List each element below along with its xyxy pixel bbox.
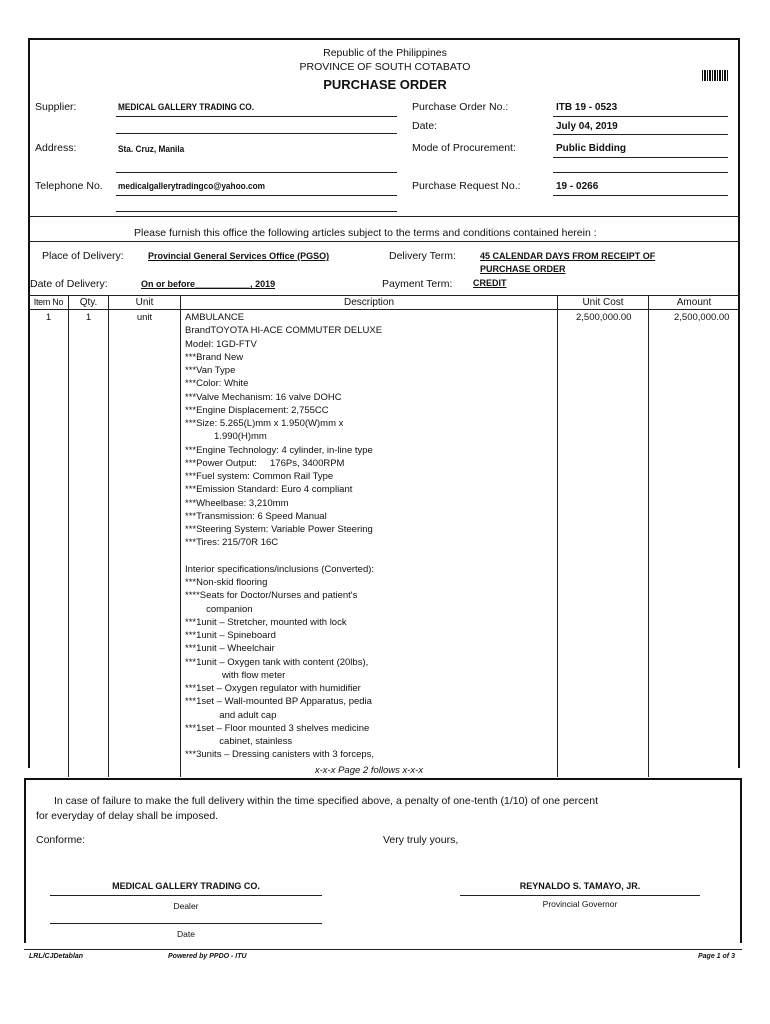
description-line: ***1set – Wall-mounted BP Apparatus, pedia [185, 696, 372, 708]
closing-text: Very truly yours, [383, 834, 459, 846]
po-number-value: ITB 19 - 0523 [556, 102, 618, 113]
place-of-delivery-value: Provincial General Services Office (PGSO) [148, 251, 330, 261]
description-line: ****Seats for Doctor/Nurses and patient's [185, 590, 358, 602]
dealer-label: Dealer [173, 901, 199, 911]
official-signature-line [460, 895, 700, 896]
mode-underline-2 [553, 172, 728, 173]
place-of-delivery-label: Place of Delivery: [42, 250, 124, 262]
description-line: cabinet, stainless [185, 736, 293, 747]
description-line: ***1unit – Oxygen tank with content (20lbs), [185, 656, 369, 668]
date-of-delivery-value: On or before___________, 2019 [141, 279, 276, 289]
description-line: AMBULANCE [185, 312, 245, 323]
po-number-label: Purchase Order No.: [412, 101, 509, 113]
description-line: ***Wheelbase: 3,210mm [185, 497, 289, 509]
column-divider [68, 295, 69, 777]
date-signature-line [50, 923, 322, 924]
republic-line: Republic of the Philippines [323, 47, 447, 59]
description-line: Interior specifications/inclusions (Converted): [185, 563, 375, 575]
supplier-label: Supplier: [35, 101, 77, 113]
table-top-border [28, 295, 740, 296]
description-line: ***Non-skid flooring [185, 577, 268, 588]
description-line: ***1set – Oxygen regulator with humidifier [185, 683, 361, 694]
description-line: ***Power Output: 176Ps, 3400RPM [185, 457, 345, 469]
pr-number-value: 19 - 0266 [556, 181, 599, 192]
supplier-underline-2 [116, 133, 397, 134]
delivery-term-value-2: PURCHASE ORDER [480, 264, 566, 274]
payment-term-label: Payment Term: [382, 278, 453, 290]
instruction-text: Please furnish this office the following articles subject to the terms and conditions contained herein : [134, 227, 597, 239]
date-label-signature: Date [177, 929, 195, 939]
telephone-value: medicalgallerytradingco@yahoo.com [118, 181, 266, 191]
date-value: July 04, 2019 [556, 121, 618, 132]
conforme-label: Conforme: [36, 834, 86, 846]
header-qty: Qty. [79, 297, 98, 308]
address-underline [116, 172, 397, 173]
column-divider [557, 295, 558, 777]
header-description: Description [343, 297, 395, 308]
footer-initials: LRL/CJDetablan [29, 953, 84, 960]
header-amount: Amount [676, 297, 712, 308]
page-title: PURCHASE ORDER [323, 77, 447, 92]
supplier-underline [116, 116, 397, 117]
description-line: ***Fuel system: Common Rail Type [185, 471, 334, 482]
description-line: companion [185, 603, 253, 615]
description-line: ***1set – Floor mounted 3 shelves medicine [185, 722, 370, 734]
telephone-label: Telephone No. [35, 180, 103, 192]
description-line: ***Engine Technology: 4 cylinder, in-line type [185, 444, 373, 456]
date-label: Date: [412, 120, 438, 132]
description-line: ***1unit – Wheelchair [185, 643, 275, 655]
delivery-term-value-1: 45 CALENDAR DAYS FROM RECEIPT OF [480, 251, 656, 261]
address-label: Address: [35, 142, 77, 154]
description-line: ***Emission Standard: Euro 4 compliant [185, 484, 353, 496]
mode-underline [553, 157, 728, 158]
official-title: Provincial Governor [542, 899, 618, 909]
delivery-term-label: Delivery Term: [389, 250, 456, 262]
footer-page-number: Page 1 of 3 [698, 953, 735, 960]
telephone-underline [116, 195, 397, 196]
description-line: ***Van Type [185, 365, 236, 376]
payment-term-value: CREDIT [473, 278, 507, 288]
description-line: ***Steering System: Variable Power Steering [185, 524, 373, 535]
description-line: ***Color: White [185, 378, 249, 390]
description-line: ***Engine Displacement: 2,755CC [185, 404, 329, 416]
telephone-underline-2 [116, 211, 397, 212]
date-of-delivery-label: Date of Delivery: [30, 278, 108, 290]
date-underline [553, 134, 728, 135]
column-divider [108, 295, 109, 777]
description-line: BrandTOYOTA HI-ACE COMMUTER DELUXE [185, 325, 383, 337]
row-amount: 2,500,000.00 [674, 312, 730, 323]
footer-powered-by: Powered by PPDO - ITU [168, 953, 247, 960]
description-line: ***Size: 5.265(L)mm x 1.950(W)mm x [185, 418, 344, 429]
column-divider [180, 295, 181, 777]
description-line: ***Valve Mechanism: 16 valve DOHC [185, 391, 342, 403]
pr-number-underline [553, 195, 728, 196]
official-name: REYNALDO S. TAMAYO, JR. [519, 881, 641, 891]
footer-divider [24, 949, 742, 950]
description-line: and adult cap [185, 709, 277, 721]
description-line: Model: 1GD-FTV [185, 338, 257, 350]
description-line: ***Brand New [185, 351, 244, 363]
description-line: ***1unit – Stretcher, mounted with lock [185, 616, 347, 628]
penalty-text-line1: In case of failure to make the full delivery within the time specified above, a penalty of one-tenth (1/10) of one percent [54, 795, 598, 807]
table-header-border [28, 309, 740, 310]
section-divider [28, 216, 740, 217]
penalty-text-line2: for everyday of delay shall be imposed. [36, 810, 219, 822]
row-unit: unit [136, 312, 153, 323]
page-continuation-note: x-x-x Page 2 follows x-x-x [314, 765, 424, 776]
header-unit-cost: Unit Cost [582, 297, 624, 308]
header-item-no: Item No [33, 297, 64, 307]
description-line: ***3units – Dressing canisters with 3 forceps, [185, 749, 375, 761]
address-value: Sta. Cruz, Manila [118, 144, 185, 154]
description-line: ***Transmission: 6 Speed Manual [185, 510, 327, 522]
description-line: ***Tires: 215/70R 16C [185, 537, 279, 549]
header-unit: Unit [135, 297, 154, 308]
dealer-name: MEDICAL GALLERY TRADING CO. [112, 881, 260, 891]
barcode-icon [702, 70, 728, 81]
pr-number-label: Purchase Request No.: [412, 180, 521, 192]
mode-value: Public Bidding [556, 143, 626, 154]
mode-label: Mode of Procurement: [412, 142, 516, 154]
column-divider [648, 295, 649, 777]
description-line: with flow meter [185, 669, 286, 681]
row-unit-cost: 2,500,000.00 [576, 312, 632, 323]
row-qty: 1 [85, 312, 92, 323]
supplier-value: MEDICAL GALLERY TRADING CO. [118, 102, 255, 112]
description-line: 1.990(H)mm [185, 431, 267, 443]
section-divider-2 [28, 241, 740, 242]
description-line: ***1unit – Spineboard [185, 630, 276, 641]
po-number-underline [553, 116, 728, 117]
dealer-signature-line [50, 895, 322, 896]
province-line: PROVINCE OF SOUTH COTABATO [299, 61, 471, 73]
row-item-no: 1 [45, 312, 52, 323]
